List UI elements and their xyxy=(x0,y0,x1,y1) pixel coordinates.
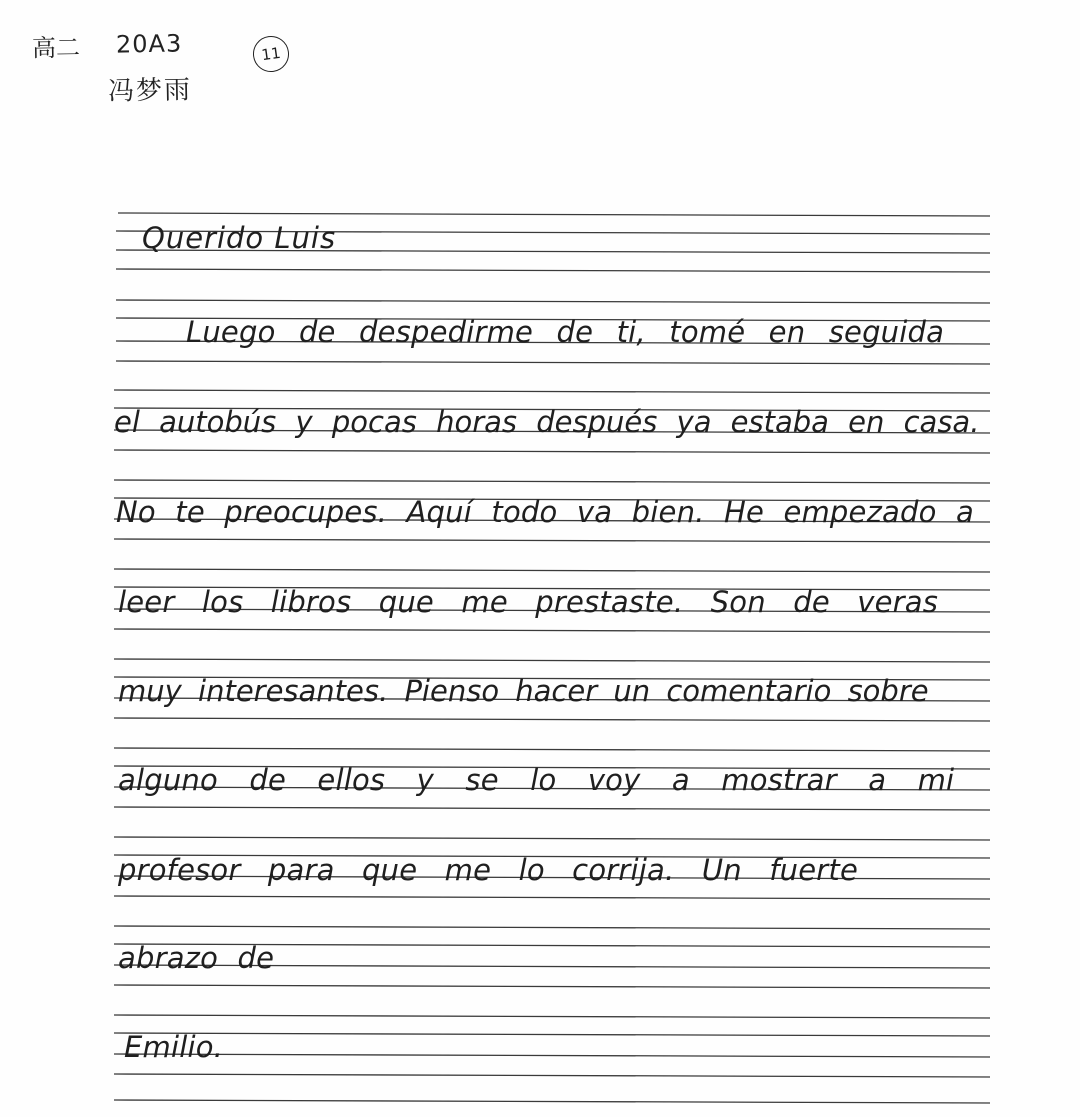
letter-signature: Emilio. xyxy=(124,1030,224,1064)
letter-greeting: Querido Luis xyxy=(142,221,337,255)
letter-line: profesor para que me lo corrija. Un fuerte xyxy=(118,853,859,887)
grade-label: 高二 xyxy=(31,33,81,63)
letter-line: No te preocupes. Aquí todo va bien. He empezado a xyxy=(116,495,974,529)
student-name: 冯梦雨 xyxy=(107,75,193,107)
letter-line: abrazo de xyxy=(118,941,275,975)
letter-line: el autobús y pocas horas después ya estaba en casa. xyxy=(114,405,980,439)
letter-line: leer los libros que me prestaste. Son de veras xyxy=(118,585,939,619)
letter-line: muy interesantes. Pienso hacer un comentario sobre xyxy=(118,674,929,708)
class-label: 20A3 xyxy=(115,29,183,59)
letter-line: Luego de despedirme de ti, tomé en seguida xyxy=(186,315,945,349)
letter-line: alguno de ellos y se lo voy a mostrar a mi xyxy=(118,763,955,797)
student-number-circled: 11 xyxy=(251,34,292,75)
